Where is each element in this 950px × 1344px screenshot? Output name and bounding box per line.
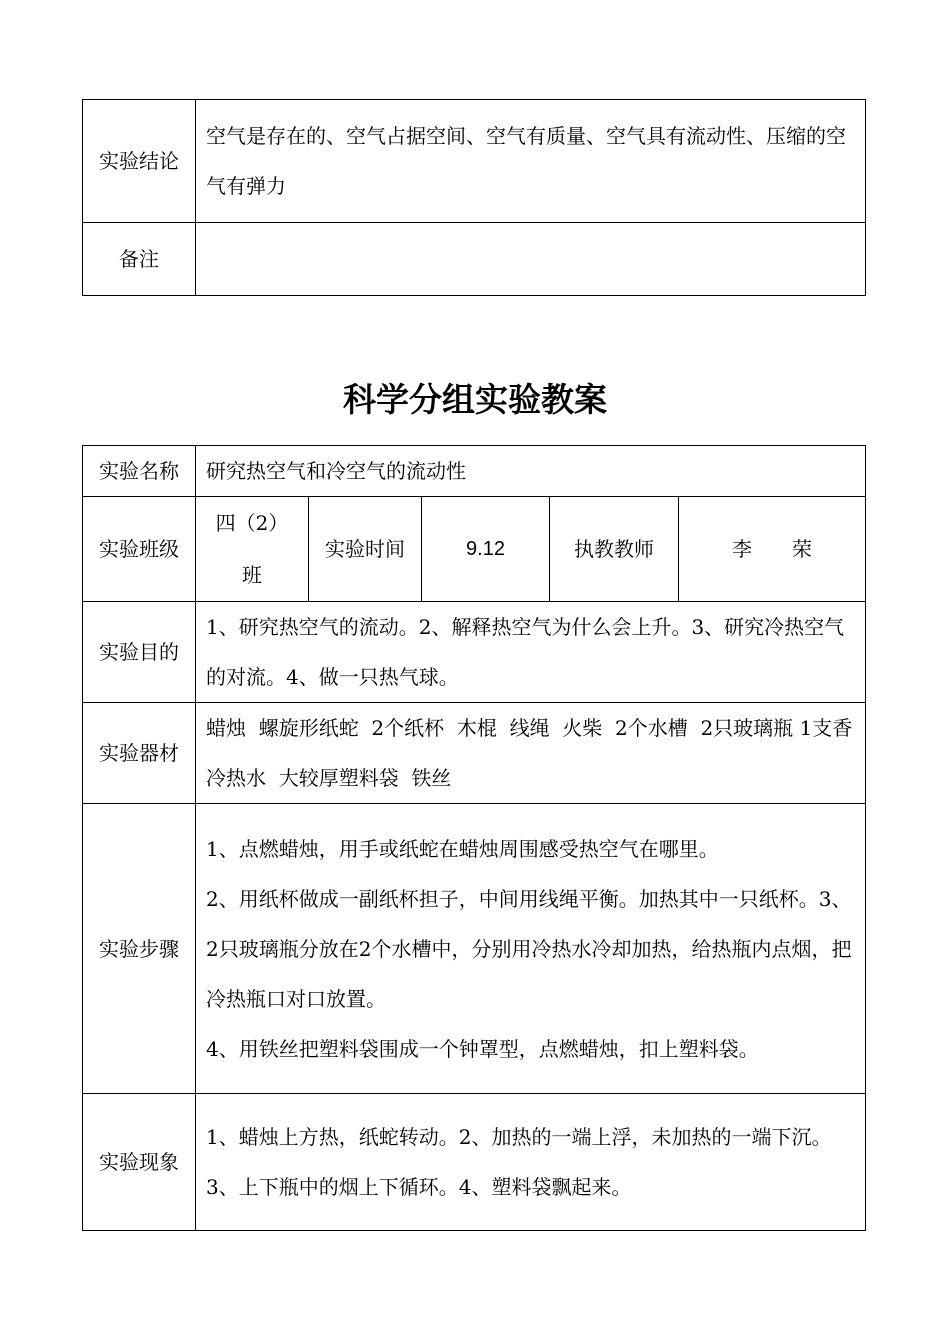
class-label: 实验班级	[83, 497, 196, 602]
lesson-plan-table	[82, 445, 866, 1231]
equipment-value: 蜡烛 螺旋形纸蛇 2个纸杯 木棍 线绳 火柴 2个水槽 2只玻璃瓶 1支香 冷热水 大较厚塑料袋 铁丝	[196, 703, 866, 804]
steps-label: 实验步骤	[83, 804, 196, 1094]
steps-value	[196, 804, 866, 1094]
equipment-label: 实验器材	[83, 703, 196, 804]
remarks-text	[196, 223, 866, 296]
step-item: 4、用铁丝把塑料袋围成一个钟罩型，点燃蜡烛，扣上塑料袋。	[206, 1036, 759, 1061]
class-value-line2: 班	[242, 563, 262, 587]
conclusion-table	[82, 99, 866, 296]
conclusion-label: 实验结论	[83, 100, 196, 223]
step-item: 1、点燃蜡烛，用手或纸蛇在蜡烛周围感受热空气在哪里。	[206, 836, 719, 861]
class-value-line1: 四（2）	[215, 511, 289, 535]
phenomenon-value: 1、蜡烛上方热，纸蛇转动。2、加热的一端上浮，未加热的一端下沉。3、上下瓶中的烟上下循环。4、塑料袋飘起来。	[196, 1094, 866, 1231]
time-label: 实验时间	[309, 497, 422, 602]
class-value	[196, 497, 309, 602]
purpose-value: 1、研究热空气的流动。2、解释热空气为什么会上升。3、研究冷热空气的对流。4、做一只热气球。	[196, 602, 866, 703]
phenomenon-label: 实验现象	[83, 1094, 196, 1231]
remarks-label: 备注	[83, 223, 196, 296]
conclusion-text: 空气是存在的、空气占据空间、空气有质量、空气具有流动性、压缩的空气有弹力	[196, 100, 866, 223]
name-label: 实验名称	[83, 446, 196, 497]
name-value: 研究热空气和冷空气的流动性	[196, 446, 866, 497]
time-value: 9.12	[422, 497, 550, 602]
purpose-label: 实验目的	[83, 602, 196, 703]
step-item: 2、用纸杯做成一副纸杯担子，中间用线绳平衡。加热其中一只纸杯。3、2只玻璃瓶分放在2个水槽中，分别用冷热水冷却加热，给热瓶内点烟，把冷热瓶口对口放置。	[206, 886, 852, 1011]
teacher-label: 执教教师	[550, 497, 679, 602]
page-title: 科学分组实验教案	[343, 380, 607, 419]
teacher-value: 李 荣	[679, 497, 866, 602]
